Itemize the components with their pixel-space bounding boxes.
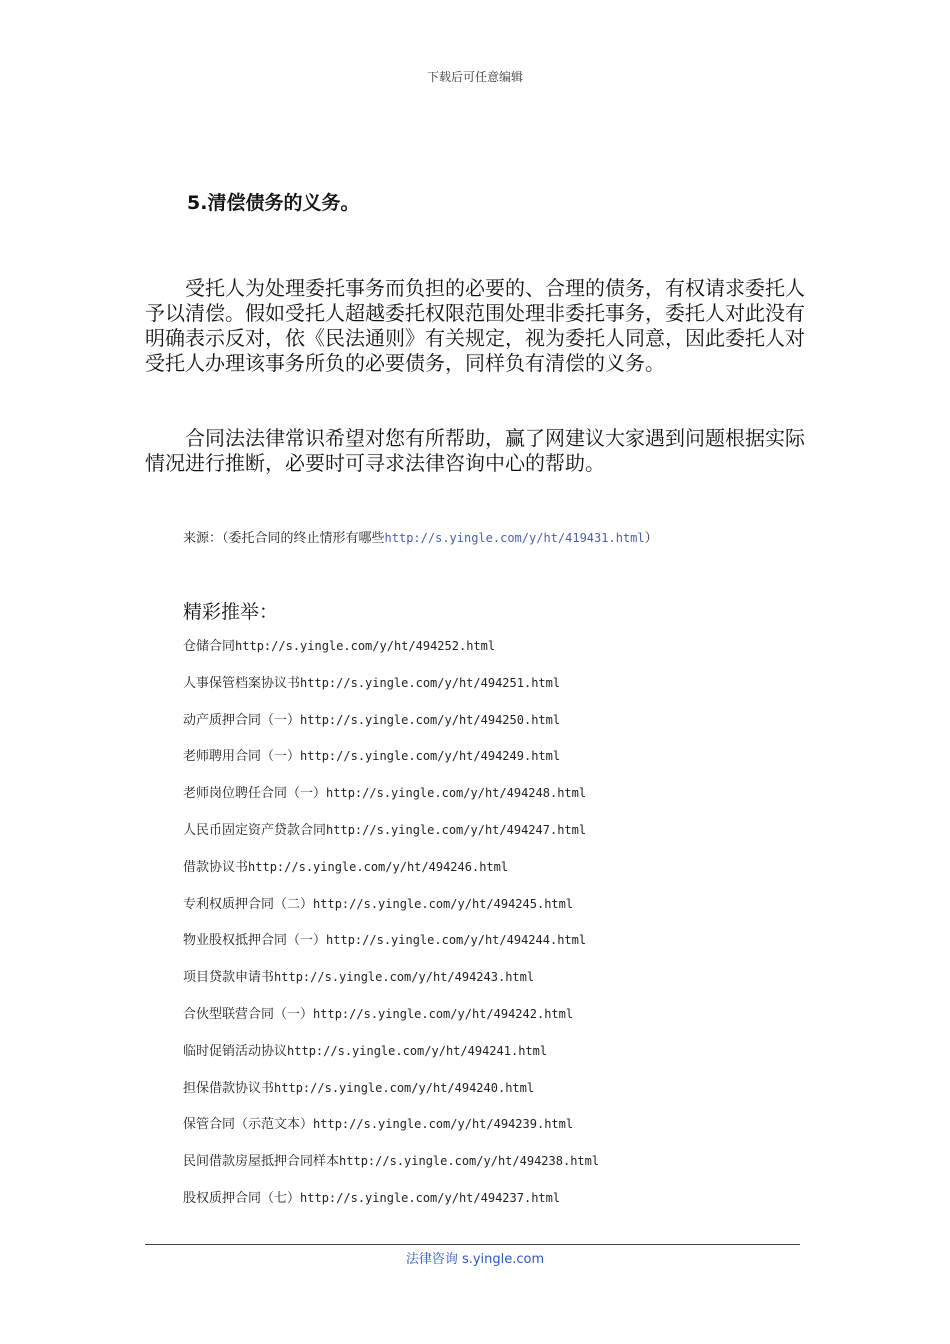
list-item <box>183 858 599 895</box>
item-name: 担保借款协议书 <box>183 1080 275 1096</box>
item-link[interactable]: http://s.yingle.com/y/ht/494247.html <box>326 822 587 837</box>
list-item <box>183 895 599 932</box>
item-name: 仓储合同 <box>183 639 236 654</box>
item-name: 老师聘用合同（一） <box>183 749 301 765</box>
item-link[interactable]: http://s.yingle.com/y/ht/494239.html <box>313 1117 574 1132</box>
item-name: 人民币固定资产贷款合同 <box>183 822 327 838</box>
list-item <box>183 1005 599 1042</box>
footer-link[interactable]: 法律咨询 s.yingle.com <box>405 1252 545 1267</box>
footer-divider <box>145 1244 800 1245</box>
item-name: 股权质押合同（七） <box>183 1190 301 1206</box>
item-name: 临时促销活动协议 <box>183 1043 288 1059</box>
list-item <box>183 931 599 968</box>
item-name: 人事保管档案协议书 <box>183 675 301 691</box>
list-item <box>183 1115 599 1152</box>
source-line <box>183 527 658 546</box>
item-link[interactable]: http://s.yingle.com/y/ht/494241.html <box>287 1043 548 1058</box>
list-item <box>183 674 599 711</box>
source-link[interactable]: http://s.yingle.com/y/ht/419431.html <box>384 531 645 545</box>
item-link[interactable]: http://s.yingle.com/y/ht/494250.html <box>300 712 561 727</box>
item-link[interactable]: http://s.yingle.com/y/ht/494242.html <box>313 1006 574 1021</box>
item-link[interactable]: http://s.yingle.com/y/ht/494243.html <box>274 970 535 985</box>
body-paragraph-1: 受托人为处理委托事务而负担的必要的、合理的债务，有权请求委托人予以清偿。假如受托人超越委托权限范围处理非委托事务，委托人对此没有明确表示反对，依《民法通则》有关规定，视为委托人同意，因此委托人对受托人办理该事务所负的必要债务，同样负有清偿的义务。 <box>145 276 805 375</box>
item-link[interactable]: http://s.yingle.com/y/ht/494252.html <box>235 639 496 653</box>
item-link[interactable]: http://s.yingle.com/y/ht/494248.html <box>326 786 587 801</box>
item-link[interactable]: http://s.yingle.com/y/ht/494249.html <box>300 749 561 764</box>
item-name: 民间借款房屋抵押合同样本 <box>183 1154 340 1170</box>
item-name: 专利权质押合同（二） <box>183 896 314 912</box>
item-name: 借款协议书 <box>183 859 249 875</box>
item-link[interactable]: http://s.yingle.com/y/ht/494238.html <box>339 1154 600 1169</box>
list-item <box>183 711 599 748</box>
list-item <box>183 1042 599 1079</box>
list-item <box>183 968 599 1005</box>
item-name: 合伙型联营合同（一） <box>183 1006 314 1022</box>
item-link[interactable]: http://s.yingle.com/y/ht/494244.html <box>326 933 587 948</box>
list-item <box>183 1079 599 1116</box>
item-name: 物业股权抵押合同（一） <box>183 933 327 949</box>
list-item <box>183 1189 599 1226</box>
source-suffix: ） <box>644 531 658 546</box>
item-name: 老师岗位聘任合同（一） <box>183 786 327 802</box>
recommendations-title: 精彩推举： <box>183 601 279 623</box>
item-name: 项目贷款申请书 <box>183 970 275 986</box>
item-link[interactable]: http://s.yingle.com/y/ht/494237.html <box>300 1190 561 1205</box>
item-name: 动产质押合同（一） <box>183 712 301 728</box>
list-item <box>183 637 599 674</box>
section-heading: 5.清偿债务的义务。 <box>187 192 360 214</box>
list-item <box>183 784 599 821</box>
item-link[interactable]: http://s.yingle.com/y/ht/494240.html <box>274 1080 535 1095</box>
item-link[interactable]: http://s.yingle.com/y/ht/494245.html <box>313 896 574 911</box>
recommendations-list <box>183 637 599 1226</box>
body-paragraph-2: 合同法法律常识希望对您有所帮助，赢了网建议大家遇到问题根据实际情况进行推断，必要时可寻求法律咨询中心的帮助。 <box>145 426 805 475</box>
item-name: 保管合同（示范文本） <box>183 1117 314 1133</box>
list-item <box>183 821 599 858</box>
source-prefix: 来源：（委托合同的终止情形有哪些 <box>183 531 385 546</box>
page-header-note: 下载后可任意编辑 <box>426 70 523 84</box>
list-item <box>183 1152 599 1189</box>
item-link[interactable]: http://s.yingle.com/y/ht/494251.html <box>300 675 561 690</box>
list-item <box>183 747 599 784</box>
item-link[interactable]: http://s.yingle.com/y/ht/494246.html <box>248 859 509 874</box>
